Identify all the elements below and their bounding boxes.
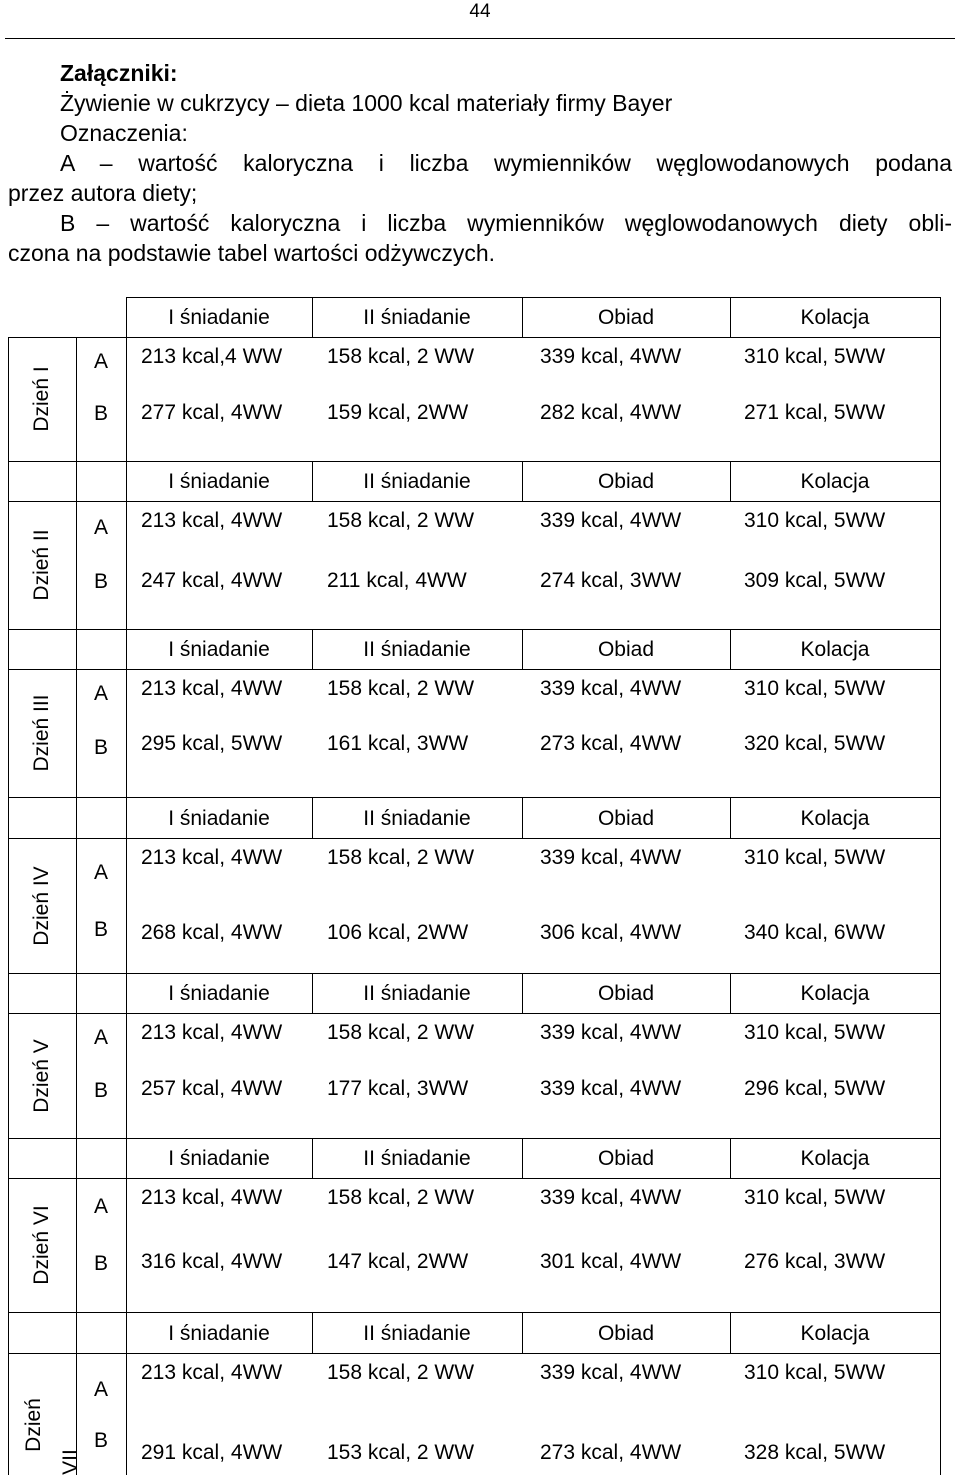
header-bottom-border xyxy=(8,1178,940,1179)
cell-b: 295 kcal, 5WW xyxy=(141,732,283,755)
column-header: Kolacja xyxy=(800,807,870,830)
row-label-a: A xyxy=(93,682,108,705)
column-header: II śniadanie xyxy=(363,470,471,493)
legend-a-line2: przez autora diety; xyxy=(8,180,198,206)
column-header: II śniadanie xyxy=(363,306,471,329)
cell-a: 158 kcal, 2 WW xyxy=(327,846,475,869)
column-header: I śniadanie xyxy=(168,1147,270,1170)
column-header: I śniadanie xyxy=(168,470,270,493)
legend-b-line2: czona na podstawie tabel wartości odżywczych. xyxy=(8,240,496,266)
cell-a: 310 kcal, 5WW xyxy=(744,1186,886,1209)
column-header: II śniadanie xyxy=(363,638,471,661)
cell-b: 153 kcal, 2 WW xyxy=(327,1441,475,1464)
column-header: Obiad xyxy=(597,306,655,329)
cell-a: 310 kcal, 5WW xyxy=(744,1361,886,1384)
legend-a-line1: A – wartość kaloryczna i liczba wymienników węglowodanowych podana xyxy=(60,150,952,176)
cell-b: 106 kcal, 2WW xyxy=(327,921,469,944)
column-header: II śniadanie xyxy=(363,807,471,830)
column-header: I śniadanie xyxy=(168,306,270,329)
column-header: I śniadanie xyxy=(168,638,270,661)
row-label-b: B xyxy=(93,918,108,941)
legend-b-line1: B – wartość kaloryczna i liczba wymienników węglowodanowych diety obli- xyxy=(60,210,952,236)
cell-a: 158 kcal, 2 WW xyxy=(327,677,475,700)
cell-b: 247 kcal, 4WW xyxy=(141,569,283,592)
header-bottom-border xyxy=(8,337,940,338)
cell-b: 316 kcal, 4WW xyxy=(141,1250,283,1273)
row-label-b: B xyxy=(93,736,108,759)
cell-b: 271 kcal, 5WW xyxy=(744,401,886,424)
day-separator xyxy=(8,797,940,798)
cell-b: 291 kcal, 4WW xyxy=(141,1441,283,1464)
header-bottom-border xyxy=(8,501,940,502)
cell-b: 161 kcal, 3WW xyxy=(327,732,469,755)
column-header: Obiad xyxy=(597,1322,655,1345)
column-header: II śniadanie xyxy=(363,1322,471,1345)
cell-b: 339 kcal, 4WW xyxy=(540,1077,682,1100)
day-separator xyxy=(8,461,940,462)
row-label-b: B xyxy=(93,1252,108,1275)
column-header: Kolacja xyxy=(800,470,870,493)
cell-b: 296 kcal, 5WW xyxy=(744,1077,886,1100)
cell-a: 213 kcal, 4WW xyxy=(141,1021,283,1044)
table-right-border xyxy=(940,297,941,1475)
cell-a: 158 kcal, 2 WW xyxy=(327,1361,475,1384)
day-separator xyxy=(8,629,940,630)
cell-a: 339 kcal, 4WW xyxy=(540,345,682,368)
row-label-a: A xyxy=(93,1195,108,1218)
cell-b: 276 kcal, 3WW xyxy=(744,1250,886,1273)
column-header: Kolacja xyxy=(800,1147,870,1170)
column-header: II śniadanie xyxy=(363,982,471,1005)
header-bottom-border xyxy=(8,1013,940,1014)
cell-b: 277 kcal, 4WW xyxy=(141,401,283,424)
row-label-a: A xyxy=(93,1378,108,1401)
cell-a: 310 kcal, 5WW xyxy=(744,345,886,368)
day-label-extra: VII xyxy=(59,1449,82,1475)
cell-b: 147 kcal, 2WW xyxy=(327,1250,469,1273)
cell-a: 339 kcal, 4WW xyxy=(540,509,682,532)
cell-b: 282 kcal, 4WW xyxy=(540,401,682,424)
cell-a: 310 kcal, 5WW xyxy=(744,509,886,532)
cell-a: 213 kcal, 4WW xyxy=(141,1361,283,1384)
day-label: Dzień II xyxy=(30,529,53,601)
cell-a: 213 kcal, 4WW xyxy=(141,846,283,869)
header-bottom-border xyxy=(8,669,940,670)
cell-a: 158 kcal, 2 WW xyxy=(327,1186,475,1209)
cell-a: 339 kcal, 4WW xyxy=(540,1186,682,1209)
cell-b: 301 kcal, 4WW xyxy=(540,1250,682,1273)
column-header: I śniadanie xyxy=(168,807,270,830)
column-header: Obiad xyxy=(597,470,655,493)
cell-a: 213 kcal, 4WW xyxy=(141,509,283,532)
row-label-b: B xyxy=(93,570,108,593)
cell-a: 213 kcal, 4WW xyxy=(141,677,283,700)
cell-a: 339 kcal, 4WW xyxy=(540,1021,682,1044)
cell-a: 310 kcal, 5WW xyxy=(744,677,886,700)
row-label-a: A xyxy=(93,861,108,884)
day-label: Dzień I xyxy=(30,366,53,432)
cell-b: 257 kcal, 4WW xyxy=(141,1077,283,1100)
column-header: Kolacja xyxy=(800,306,870,329)
day-label: Dzień VI xyxy=(30,1205,53,1285)
diet-title: Żywienie w cukrzycy – dieta 1000 kcal materiały firmy Bayer xyxy=(60,90,673,116)
day-separator xyxy=(8,1138,940,1139)
day-label: Dzień xyxy=(22,1398,45,1452)
cell-b: 340 kcal, 6WW xyxy=(744,921,886,944)
row-label-a: A xyxy=(93,350,108,373)
day-separator xyxy=(8,973,940,974)
cell-b: 306 kcal, 4WW xyxy=(540,921,682,944)
attachments-heading: Załączniki: xyxy=(60,60,178,86)
column-header: II śniadanie xyxy=(363,1147,471,1170)
cell-b: 309 kcal, 5WW xyxy=(744,569,886,592)
row-label-b: B xyxy=(93,1429,108,1452)
column-header: Kolacja xyxy=(800,982,870,1005)
column-header: Kolacja xyxy=(800,1322,870,1345)
table-top-border xyxy=(126,297,940,298)
day-label: Dzień III xyxy=(30,694,53,772)
cell-b: 320 kcal, 5WW xyxy=(744,732,886,755)
cell-b: 211 kcal, 4WW xyxy=(327,569,467,592)
cell-a: 158 kcal, 2 WW xyxy=(327,509,475,532)
cell-a: 158 kcal, 2 WW xyxy=(327,1021,475,1044)
cell-b: 328 kcal, 5WW xyxy=(744,1441,886,1464)
row-label-b: B xyxy=(93,402,108,425)
cell-a: 339 kcal, 4WW xyxy=(540,677,682,700)
column-header: Obiad xyxy=(597,1147,655,1170)
header-bottom-border xyxy=(8,1353,940,1354)
row-label-b: B xyxy=(93,1079,108,1102)
column-header: Obiad xyxy=(597,638,655,661)
cell-a: 310 kcal, 5WW xyxy=(744,1021,886,1044)
column-header: I śniadanie xyxy=(168,1322,270,1345)
cell-b: 177 kcal, 3WW xyxy=(327,1077,469,1100)
cell-a: 213 kcal, 4WW xyxy=(141,1186,283,1209)
cell-b: 273 kcal, 4WW xyxy=(540,732,682,755)
row-label-a: A xyxy=(93,516,108,539)
day-label: Dzień IV xyxy=(30,865,53,946)
column-header: I śniadanie xyxy=(168,982,270,1005)
day-label: Dzień V xyxy=(30,1038,53,1113)
row-label-a: A xyxy=(93,1026,108,1049)
cell-b: 273 kcal, 4WW xyxy=(540,1441,682,1464)
header-bottom-border xyxy=(8,838,940,839)
column-header: Kolacja xyxy=(800,638,870,661)
cell-a: 158 kcal, 2 WW xyxy=(327,345,475,368)
cell-b: 159 kcal, 2WW xyxy=(327,401,469,424)
cell-a: 339 kcal, 4WW xyxy=(540,1361,682,1384)
cell-a: 310 kcal, 5WW xyxy=(744,846,886,869)
cell-a: 339 kcal, 4WW xyxy=(540,846,682,869)
column-header: Obiad xyxy=(597,982,655,1005)
cell-b: 268 kcal, 4WW xyxy=(141,921,283,944)
day-separator xyxy=(8,1312,940,1313)
cell-a: 213 kcal,4 WW xyxy=(141,345,283,368)
page-number: 44 xyxy=(469,1,491,22)
cell-b: 274 kcal, 3WW xyxy=(540,569,682,592)
legend-heading: Oznaczenia: xyxy=(60,120,188,146)
column-header: Obiad xyxy=(597,807,655,830)
table-left-border xyxy=(8,337,9,1475)
